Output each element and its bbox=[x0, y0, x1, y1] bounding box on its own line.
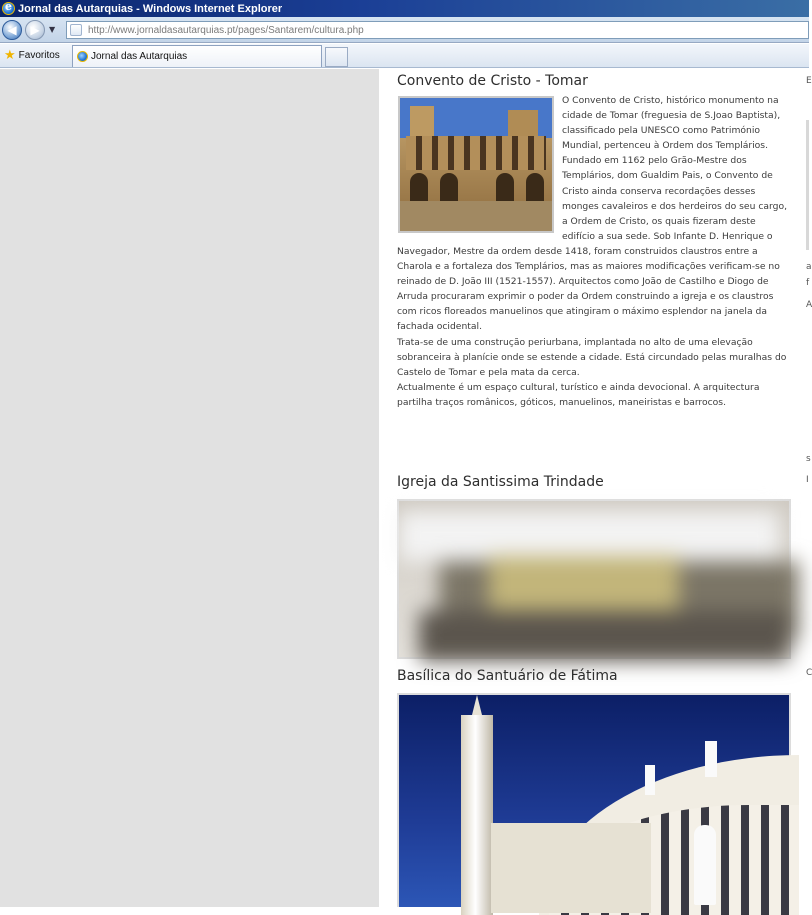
internet-explorer-icon bbox=[2, 2, 15, 15]
article-paragraph: Trata-se de uma construção periurbana, implantada no alto de uma elevação sobranceira à planície onde se estende a cidade. Está circundado pelas muralhas do Castelo de Tomar e pela mata da cerca. bbox=[397, 336, 787, 378]
page-icon bbox=[70, 24, 82, 36]
article-title[interactable]: Igreja da Santissima Trindade bbox=[397, 474, 604, 490]
article-title[interactable]: Convento de Cristo - Tomar bbox=[397, 73, 588, 89]
igreja-photo[interactable] bbox=[397, 499, 791, 659]
fatima-photo[interactable] bbox=[397, 693, 791, 907]
photo-shape bbox=[419, 611, 789, 661]
clipped-column-char: f bbox=[806, 278, 810, 288]
article-convento bbox=[397, 72, 791, 410]
back-button[interactable] bbox=[2, 20, 22, 40]
article-paragraph: Actualmente é um espaço cultural, turístico e ainda devocional. A arquitectura partilha traços românicos, góticos, manuelinos, maneiristas e barrocos. bbox=[397, 381, 760, 408]
tab-site-icon bbox=[77, 51, 88, 62]
article-title[interactable]: Basílica do Santuário de Fátima bbox=[397, 668, 618, 684]
clipped-column-char: C bbox=[806, 668, 812, 678]
photo-arch bbox=[526, 173, 544, 201]
photo-statue bbox=[694, 825, 716, 905]
photo-basilica bbox=[491, 823, 651, 913]
favorites-bar bbox=[0, 44, 809, 68]
history-dropdown-icon[interactable]: ▼ bbox=[49, 25, 56, 34]
clipped-column-char: s bbox=[806, 454, 811, 464]
clipped-column-char: I bbox=[806, 475, 809, 485]
address-url: http://www.jornaldasautarquias.pt/pages/Santarem/cultura.php bbox=[88, 24, 364, 36]
photo-bell-tower bbox=[461, 715, 493, 915]
photo-statue bbox=[645, 765, 655, 795]
article-fatima bbox=[397, 667, 791, 685]
photo-arch bbox=[440, 173, 458, 201]
clipped-column-char: E bbox=[806, 76, 812, 86]
favorites-star-icon: ★ bbox=[4, 47, 16, 62]
photo-statue bbox=[705, 741, 717, 777]
new-tab-button[interactable] bbox=[325, 47, 348, 67]
photo-tower-right bbox=[508, 110, 538, 136]
article-paragraph: O Convento de Cristo, histórico monumento na cidade de Tomar (freguesia de S.Joao Baptista), classificado pela UNESCO como Património Mundial, pertenceu à Ordem dos Templários. Fundado em 1162 pelo Grão-Mestre dos Templários, dom Gualdim Pais, o Convento de Cristo ainda conserva recordações desses monges cavaleiros e dos herdeiros do seu cargo, a Ordem de Cristo, os quais fizeram deste edifício a sua sede. Sob Infante D. Henrique o Navegador, Mestre da ordem desde 1418, foram construidos claustros entre a Charola e a fortaleza dos Templários, mas as maiores modificações verificam-se no reinado de D. João III (1521-1557). Arquitectos como João de Castilho e Diogo de Arruda procuraram exprimir o poder da Ordem construindo a igreja e os claustros com ricos floreados manuelinos que atingiram o máximo esplendor na janela da fachada ocidental. bbox=[397, 95, 787, 333]
window-titlebar bbox=[0, 0, 809, 17]
convento-photo[interactable] bbox=[398, 96, 554, 233]
browser-tab[interactable] bbox=[72, 45, 322, 67]
photo-shape bbox=[489, 556, 679, 616]
photo-shape bbox=[399, 511, 779, 561]
photo-arch bbox=[496, 173, 514, 201]
favorites-label: Favoritos bbox=[18, 49, 60, 61]
clipped-column-char: A bbox=[806, 300, 812, 310]
window-title: Jornal das Autarquias - Windows Internet Explorer bbox=[18, 2, 283, 15]
tab-label: Jornal das Autarquias bbox=[91, 51, 188, 62]
article-body bbox=[397, 93, 791, 410]
forward-button[interactable] bbox=[25, 20, 45, 40]
forward-arrow-icon: ▶ bbox=[30, 23, 40, 37]
photo-blur-layer bbox=[379, 481, 809, 677]
photo-arch bbox=[410, 173, 428, 201]
address-toolbar bbox=[0, 17, 809, 43]
photo-courtyard bbox=[400, 201, 552, 231]
back-arrow-icon: ◀ bbox=[7, 23, 17, 37]
address-input[interactable] bbox=[66, 21, 809, 39]
photo-cloister-upper bbox=[406, 136, 546, 170]
right-column-divider bbox=[806, 120, 809, 250]
left-panel bbox=[0, 69, 379, 907]
favorites-button[interactable] bbox=[4, 49, 60, 61]
clipped-column-char: a bbox=[806, 262, 812, 272]
photo-tower bbox=[410, 106, 434, 136]
